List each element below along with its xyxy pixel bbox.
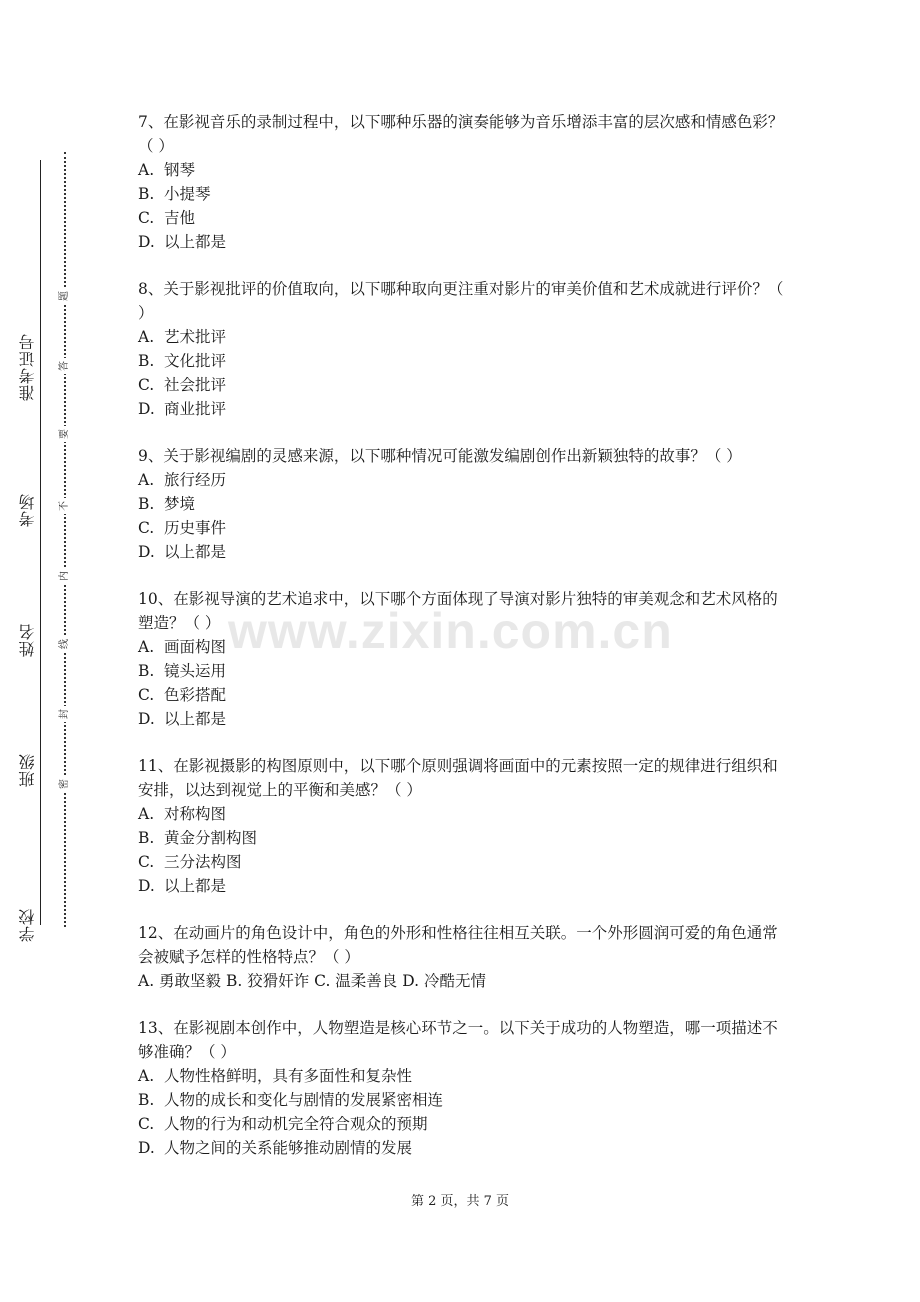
option-letter: D. [138, 233, 155, 251]
seal-char: 不 [59, 498, 71, 514]
option-letter: A. [138, 471, 155, 489]
option-text: 以上都是 [164, 710, 227, 728]
option-c[interactable] [138, 683, 786, 707]
option-c[interactable] [138, 516, 786, 540]
question-stem: 8、关于影视批评的价值取向，以下哪种取向更注重对影片的审美价值和艺术成就进行评价？（ ） [138, 280, 784, 322]
question-9 [138, 444, 786, 564]
seal-char: 要 [59, 426, 71, 442]
option-letter: C. [138, 853, 155, 871]
exam-room-label: 考场 [20, 490, 40, 530]
question-7 [138, 110, 786, 254]
option-text: 三分法构图 [164, 853, 242, 871]
option-b[interactable] [138, 1088, 786, 1112]
option-letter: B. [138, 662, 155, 680]
option-a[interactable] [138, 1064, 786, 1088]
option-d[interactable] [138, 1136, 786, 1160]
option-letter: C. [138, 519, 155, 537]
option-text: 小提琴 [164, 185, 211, 203]
seal-char: 密 [59, 776, 71, 792]
option-text: 黄金分割构图 [164, 829, 258, 847]
seal-char: 题 [59, 288, 71, 304]
option-d[interactable] [138, 874, 786, 898]
option-letter: C. [138, 686, 155, 704]
option-text: 以上都是 [164, 233, 227, 251]
option-letter: A. [138, 328, 155, 346]
inline-options[interactable]: A. 勇敢坚毅 B. 狡猾奸诈 C. 温柔善良 D. 冷酷无情 [138, 972, 486, 990]
option-letter: A. [138, 1067, 155, 1085]
option-letter: B. [138, 185, 155, 203]
option-text: 以上都是 [164, 877, 227, 895]
binding-margin [0, 0, 120, 1302]
seal-char: 内 [59, 568, 71, 584]
option-d[interactable] [138, 540, 786, 564]
option-b[interactable] [138, 492, 786, 516]
page-footer: 第 2 页，共 7 页 [410, 1194, 510, 1209]
seal-char: 封 [59, 706, 71, 722]
question-8 [138, 277, 786, 421]
option-letter: C. [138, 209, 155, 227]
option-text: 社会批评 [164, 376, 227, 394]
option-text: 历史事件 [164, 519, 227, 537]
option-letter: B. [138, 495, 155, 513]
question-12 [138, 921, 786, 993]
option-b[interactable] [138, 826, 786, 850]
option-c[interactable] [138, 206, 786, 230]
option-text: 艺术批评 [164, 328, 227, 346]
option-letter: D. [138, 710, 155, 728]
option-b[interactable] [138, 659, 786, 683]
school-label: 学校 [20, 905, 40, 945]
binding-solid-line [40, 160, 41, 925]
question-10 [138, 587, 786, 731]
option-letter: B. [138, 352, 155, 370]
option-letter: D. [138, 877, 155, 895]
question-13 [138, 1016, 786, 1160]
question-stem: 9、关于影视编剧的灵感来源，以下哪种情况可能激发编剧创作出新颖独特的故事？（ ） [138, 447, 742, 465]
option-text: 人物的行为和动机完全符合观众的预期 [164, 1115, 428, 1133]
option-letter: B. [138, 1091, 155, 1109]
option-text: 人物性格鲜明，具有多面性和复杂性 [164, 1067, 413, 1085]
option-text: 以上都是 [164, 543, 227, 561]
option-c[interactable] [138, 373, 786, 397]
question-stem: 10、在影视导演的艺术追求中，以下哪个方面体现了导演对影片独特的审美观念和艺术风格的塑造？（ ） [138, 590, 778, 632]
option-letter: D. [138, 400, 155, 418]
option-c[interactable] [138, 850, 786, 874]
option-letter: B. [138, 829, 155, 847]
question-stem: 12、在动画片的角色设计中，角色的外形和性格往往相互关联。一个外形圆润可爱的角色通常会被赋予怎样的性格特点？（ ） [138, 924, 778, 966]
question-11 [138, 754, 786, 898]
option-letter: D. [138, 1139, 155, 1157]
class-label: 班级 [20, 750, 40, 790]
option-text: 镜头运用 [164, 662, 227, 680]
question-stem: 13、在影视剧本创作中，人物塑造是核心环节之一。以下关于成功的人物塑造，哪一项描述不够准确？（ ） [138, 1019, 778, 1061]
option-text: 文化批评 [164, 352, 227, 370]
question-list [138, 110, 786, 1183]
seal-dotted-line [64, 152, 66, 927]
option-text: 画面构图 [164, 638, 227, 656]
option-c[interactable] [138, 1112, 786, 1136]
option-text: 旅行经历 [164, 471, 227, 489]
option-a[interactable] [138, 635, 786, 659]
option-text: 对称构图 [164, 805, 227, 823]
name-label: 姓名 [20, 620, 40, 660]
option-text: 钢琴 [164, 161, 196, 179]
option-d[interactable] [138, 707, 786, 731]
option-b[interactable] [138, 182, 786, 206]
option-a[interactable] [138, 158, 786, 182]
option-text: 人物的成长和变化与剧情的发展紧密相连 [164, 1091, 444, 1109]
option-text: 商业批评 [164, 400, 227, 418]
question-stem: 11、在影视摄影的构图原则中，以下哪个原则强调将画面中的元素按照一定的规律进行组织和安排，以达到视觉上的平衡和美感？（ ） [138, 757, 778, 799]
option-letter: C. [138, 1115, 155, 1133]
option-text: 色彩搭配 [164, 686, 227, 704]
seal-char: 答 [59, 358, 71, 374]
option-letter: A. [138, 638, 155, 656]
seal-char: 线 [59, 636, 71, 652]
option-b[interactable] [138, 349, 786, 373]
option-letter: A. [138, 161, 155, 179]
question-stem: 7、在影视音乐的录制过程中，以下哪种乐器的演奏能够为音乐增添丰富的层次感和情感色彩？（ ） [138, 113, 784, 155]
watermark: www.zixin.com.cn [228, 603, 673, 659]
option-text: 梦境 [164, 495, 196, 513]
option-letter: D. [138, 543, 155, 561]
option-text: 人物之间的关系能够推动剧情的发展 [164, 1139, 413, 1157]
option-a[interactable] [138, 325, 786, 349]
option-d[interactable] [138, 397, 786, 421]
option-d[interactable] [138, 230, 786, 254]
option-a[interactable] [138, 468, 786, 492]
option-text: 吉他 [164, 209, 196, 227]
exam-id-label: 准考证号 [20, 330, 40, 404]
option-letter: A. [138, 805, 155, 823]
option-a[interactable] [138, 802, 786, 826]
option-letter: C. [138, 376, 155, 394]
